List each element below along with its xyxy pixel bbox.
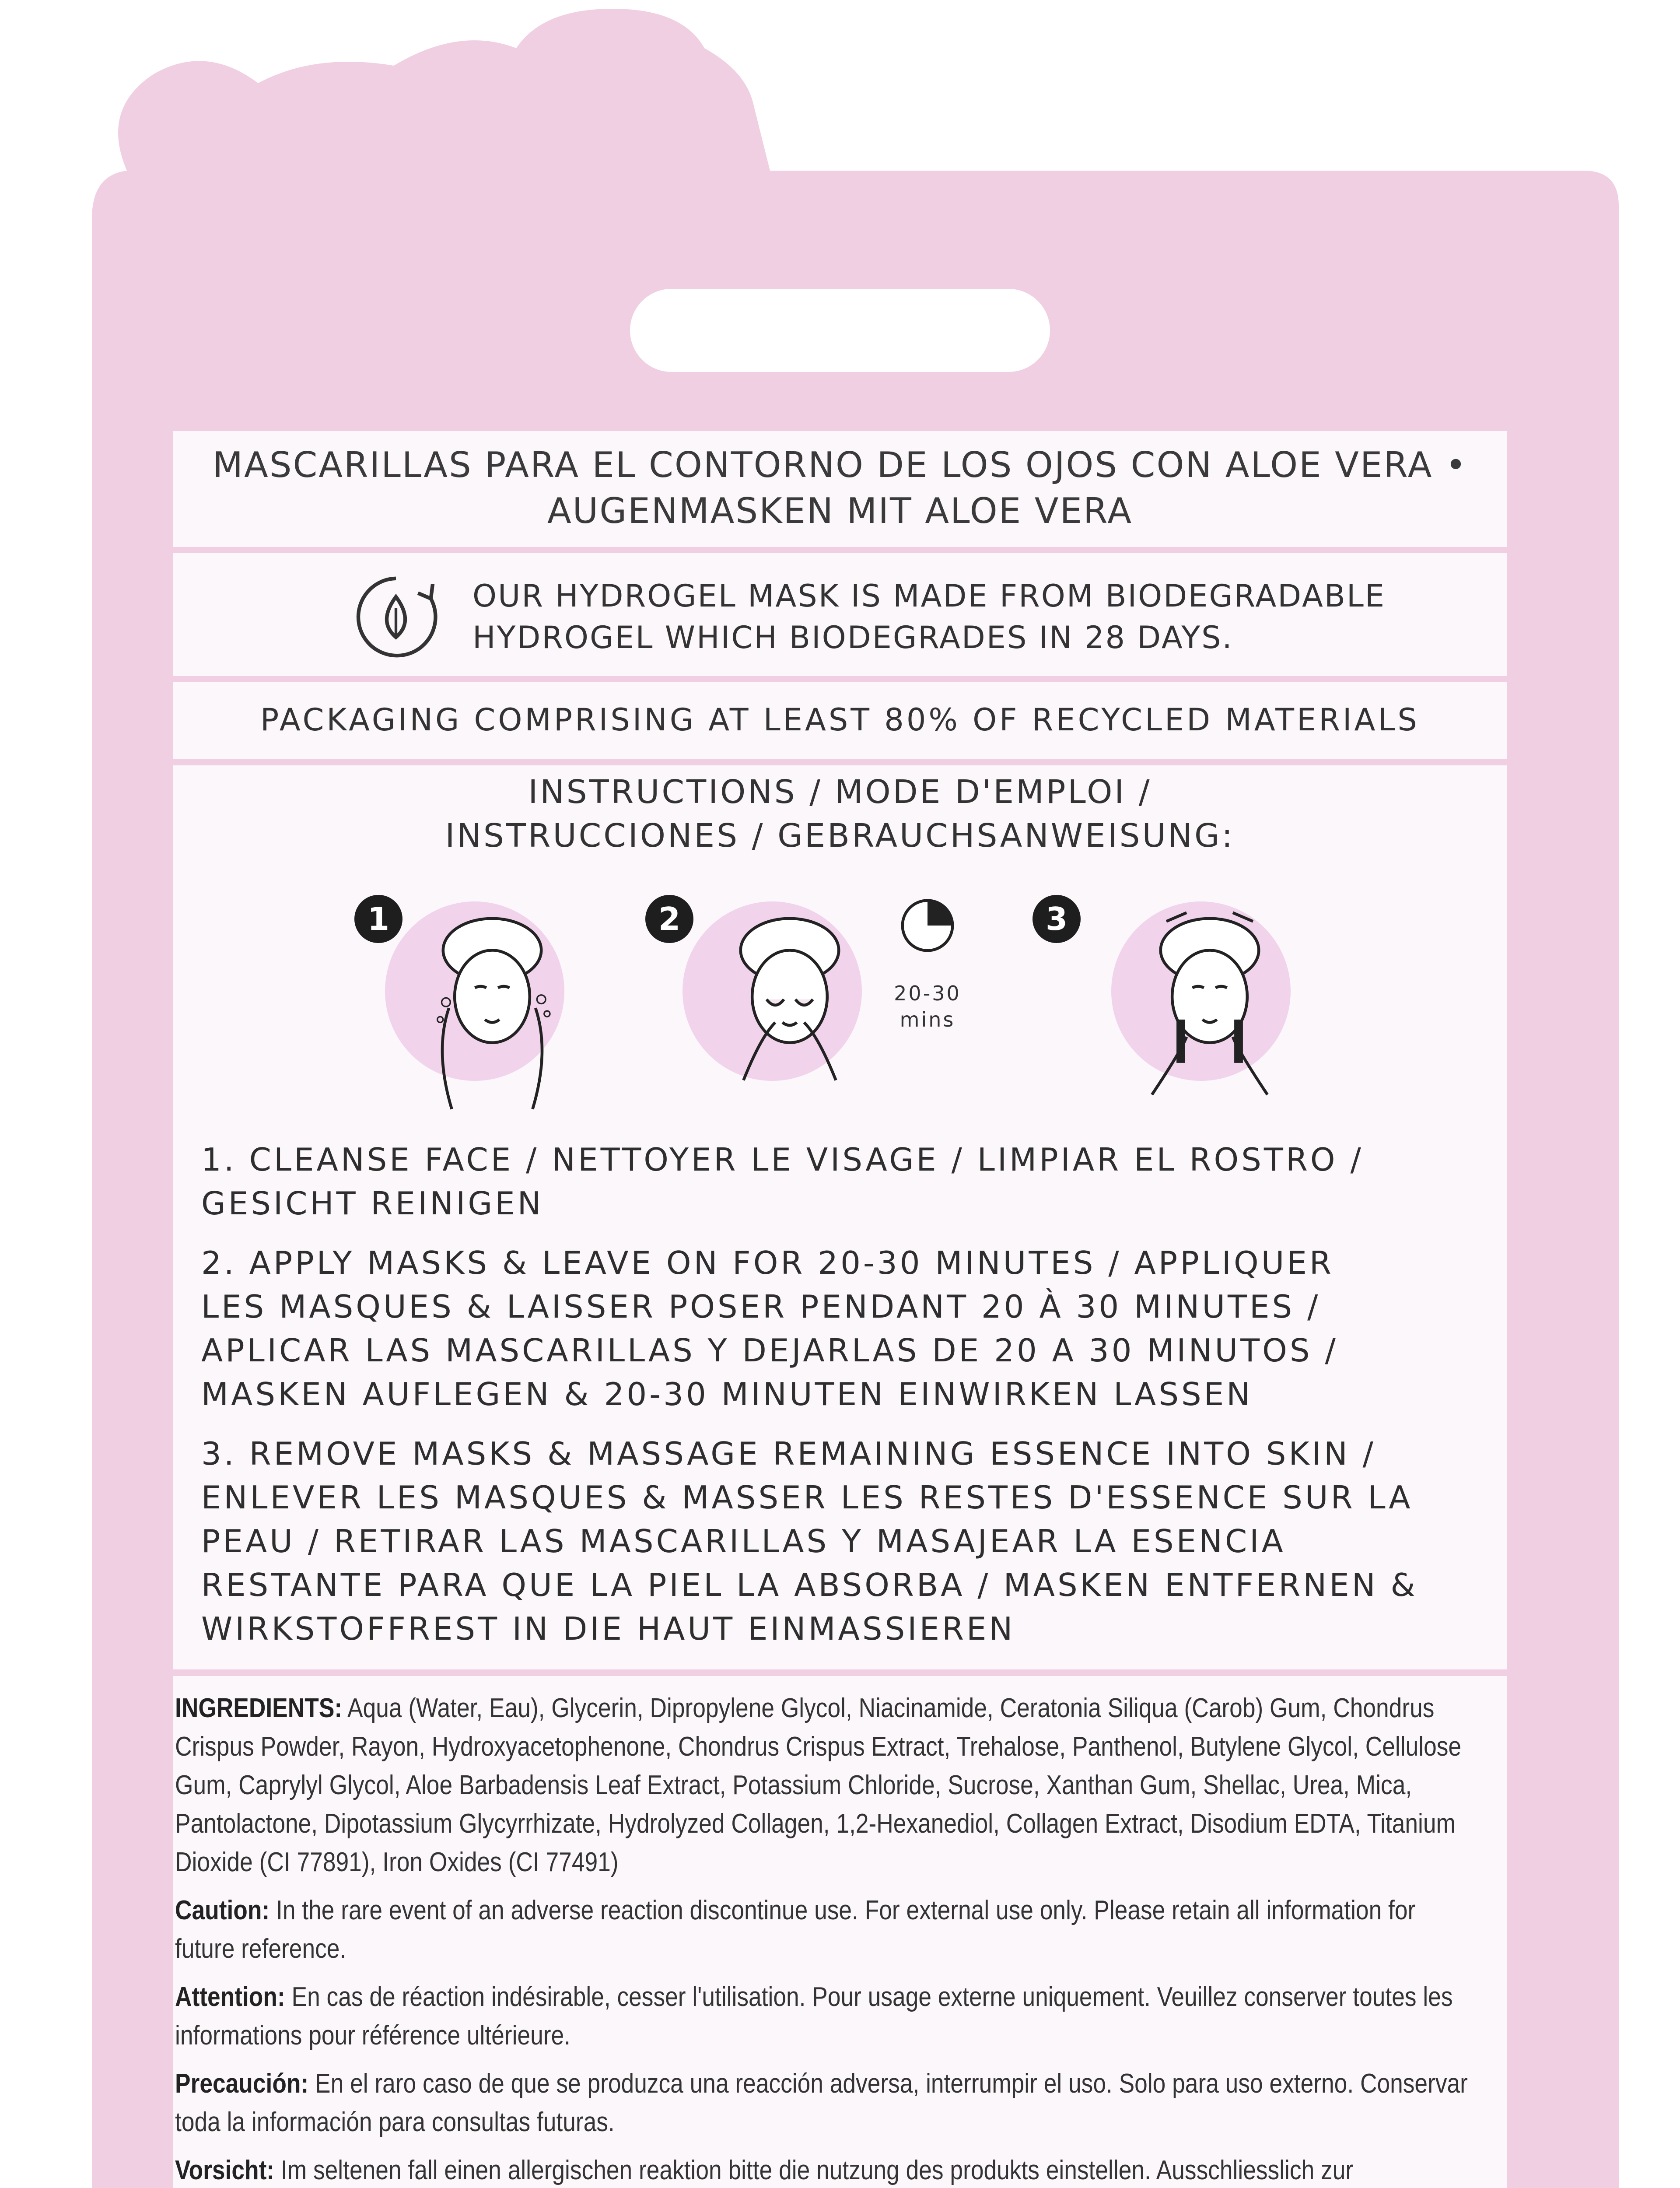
ingredients-label: INGREDIENTS:	[175, 1693, 343, 1723]
warning-de-text: Im seltenen fall einen allergischen reaktion bitte die nutzung des produkts einstellen. Ausschliesslich zur	[280, 2155, 1354, 2185]
cleanse-face-illustration	[420, 906, 564, 1125]
step-1-line-2: GESICHT REINIGEN	[201, 1185, 544, 1222]
remove-mask-illustration	[1138, 906, 1282, 1125]
step-1-badge: 1	[354, 895, 402, 943]
biodegradable-note	[175, 556, 1505, 678]
timer-label	[879, 980, 976, 1033]
divider	[173, 759, 1507, 765]
bio-line-1: OUR HYDROGEL MASK IS MADE FROM BIODEGRADABLE	[472, 578, 1386, 614]
recycled-materials-note: PACKAGING COMPRISING AT LEAST 80% OF RECYCLED MATERIALS	[260, 702, 1420, 738]
ingredients-text: Aqua (Water, Eau), Glycerin, Dipropylene Glycol, Niacinamide, Ceratonia Siliqua (Carob) Gum, Chondrus Crispus Powder, Rayon, Hydroxyacetophenone, Chondrus Crispus Extract, Trehalose, Panthenol, Butylene Glycol, Cellulose Gum, Caprylyl Glycol, Aloe Barbadensis Leaf Extract, Potassium Chloride, Sucrose, Xanthan Gum, Shellac, Urea, Mica, Pantolactone, Dipotassium Glycyrrhizate, Hydrolyzed Collagen, 1,2-Hexanediol, Collagen Extract, Disodium EDTA, Titanium Dioxide (CI 77891), Iron Oxides (CI 77491)	[175, 1693, 1462, 1877]
title-line-1: MASCARILLAS PARA EL CONTORNO DE LOS OJOS CON ALOE VERA •	[212, 445, 1468, 485]
warning-es-text: En el raro caso de que se produzca una reacción adversa, interrumpir el uso. Solo para uso externo. Conservar toda la información para consultas futuras.	[175, 2069, 1468, 2137]
step-3-line-4: RESTANTE PARA QUE LA PIEL LA ABSORBA / MASKEN ENTFERNEN &	[201, 1567, 1418, 1603]
instructions-heading-line-2: INSTRUCCIONES / GEBRAUCHSANWEISUNG:	[445, 817, 1235, 855]
instruction-steps	[201, 1138, 1492, 1666]
step-3-line-2: ENLEVER LES MASQUES & MASSER LES RESTES D'ESSENCE SUR LA	[201, 1479, 1413, 1516]
step-3-line-5: WIRKSTOFFREST IN DIE HAUT EINMASSIEREN	[201, 1610, 1015, 1647]
step-1-text	[201, 1138, 1492, 1225]
step-1-line-1: 1. CLEANSE FACE / NETTOYER LE VISAGE / LIMPIAR EL ROSTRO /	[201, 1141, 1364, 1178]
step-3-badge: 3	[1032, 895, 1081, 943]
apply-mask-illustration	[718, 906, 862, 1125]
step-2-text	[201, 1241, 1492, 1416]
hang-hole	[630, 289, 1050, 372]
step-2-line-1: 2. APPLY MASKS & LEAVE ON FOR 20-30 MINUTES / APPLIQUER	[201, 1245, 1334, 1281]
step-3-text	[201, 1432, 1492, 1651]
warning-de-label: Vorsicht:	[175, 2155, 275, 2185]
instructions-heading-line-1: INSTRUCTIONS / MODE D'EMPLOI /	[528, 773, 1152, 811]
warning-es-label: Precaución:	[175, 2069, 309, 2099]
warning-en	[175, 1891, 1477, 1968]
warning-fr-text: En cas de réaction indésirable, cesser l'utilisation. Pour usage externe uniquement. Veuillez conserver toutes les informations pour référence ultérieure.	[175, 1982, 1453, 2051]
timer-label-minutes: 20-30	[894, 982, 961, 1005]
warning-de	[175, 2151, 1477, 2188]
step-3-line-3: PEAU / RETIRAR LAS MASCARILLAS Y MASAJEAR LA ESENCIA	[201, 1523, 1286, 1560]
warning-fr-label: Attention:	[175, 1982, 285, 2012]
warning-en-label: Caution:	[175, 1895, 270, 1925]
step-2-line-3: APLICAR LAS MASCARILLAS Y DEJARLAS DE 20 A 30 MINUTOS /	[201, 1332, 1338, 1369]
ingredients-and-warnings	[175, 1689, 1477, 2188]
step-3-line-1: 3. REMOVE MASKS & MASSAGE REMAINING ESSENCE INTO SKIN /	[201, 1435, 1376, 1472]
step-2-line-2: LES MASQUES & LAISSER POSER PENDANT 20 À 30 MINUTES /	[201, 1288, 1321, 1325]
timer-label-unit: mins	[900, 1008, 956, 1031]
instructions-heading	[175, 770, 1505, 858]
title-line-2: AUGENMASKEN MIT ALOE VERA	[547, 491, 1133, 531]
step-2-line-4: MASKEN AUFLEGEN & 20-30 MINUTEN EINWIRKEN LASSEN	[201, 1376, 1253, 1413]
bio-line-2: HYDROGEL WHICH BIODEGRADES IN 28 DAYS.	[472, 620, 1233, 656]
warning-en-text: In the rare event of an adverse reaction discontinue use. For external use only. Please retain all information for future reference.	[175, 1895, 1416, 1964]
ingredients-list	[175, 1689, 1477, 1882]
timer-icon	[899, 897, 956, 954]
warning-es	[175, 2065, 1477, 2142]
leaf-recycle-icon	[350, 571, 442, 663]
divider	[173, 547, 1507, 553]
step-2-badge: 2	[645, 895, 693, 943]
product-title	[175, 433, 1505, 543]
warning-fr	[175, 1978, 1477, 2055]
